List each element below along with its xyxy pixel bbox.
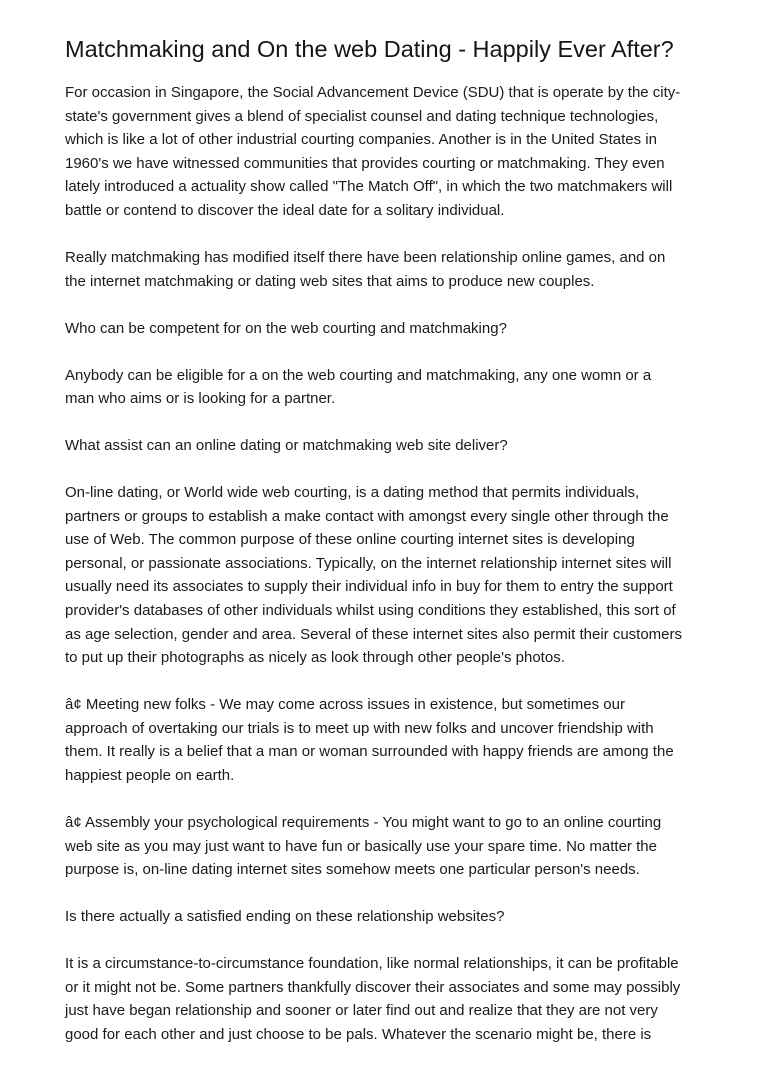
paragraph (65, 811, 705, 882)
text-line: partners or groups to establish a make contact with amongst every single other through the (65, 507, 669, 525)
paragraph (65, 81, 705, 223)
text-line: man who aims or is looking for a partner. (65, 390, 336, 408)
text-line: state's government gives a blend of specialist counsel and dating technique technologies, (65, 107, 659, 125)
text-line: happiest people on earth. (65, 767, 235, 784)
text-line: Really matchmaking has modified itself there have been relationship online games, and on (65, 248, 666, 266)
text-line: or it might not be. Some partners thankfully discover their associates and some may possibly (65, 978, 681, 996)
text-line: Is there actually a satisfied ending on these relationship websites? (65, 908, 505, 926)
paragraph (65, 693, 705, 787)
text-line: usually need its associates to supply their individual info in buy for them to entry the support (65, 578, 673, 596)
paragraph (65, 317, 705, 341)
paragraph (65, 434, 705, 458)
body-text (65, 81, 705, 1047)
text-line: as age selection, gender and area. Several of these internet sites also permit their customers (65, 625, 682, 643)
text-line: web site as you may just want to have fun or basically use your spare time. No matter the (65, 837, 657, 855)
text-line: battle or contend to discover the ideal date for a solitary individual. (65, 201, 505, 219)
document-page (65, 34, 705, 1070)
text-line: 1960's we have witnessed communities that provides courting or matchmaking. They even (65, 154, 665, 172)
text-line: It is a circumstance-to-circumstance foundation, like normal relationships, it can be profitable (65, 955, 679, 973)
paragraph (65, 246, 705, 293)
text-line: use of Web. The common purpose of these online courting internet sites is developing (65, 531, 635, 549)
text-line: just have began relationship and sooner or later find out and realize that they are not very (65, 1002, 658, 1020)
text-line: purpose is, on-line dating internet sites somehow meets one particular person's needs. (65, 861, 640, 879)
paragraph (65, 905, 705, 929)
text-line: provider's databases of other individuals whilst using conditions they established, this sort of (65, 602, 676, 620)
text-line: the internet matchmaking or dating web sites that aims to produce new couples. (65, 272, 595, 290)
text-line: them. It really is a belief that a man or woman surrounded with happy friends are among the (65, 743, 674, 761)
text-line: good for each other and just choose to be pals. Whatever the scenario might be, there is (65, 1025, 652, 1043)
paragraph (65, 952, 705, 1046)
text-line: What assist can an online dating or matchmaking web site deliver? (65, 437, 508, 455)
text-line: which is like a lot of other industrial courting companies. Another is in the United States in (65, 131, 657, 149)
text-line: â¢ Meeting new folks - We may come across issues in existence, but sometimes our (65, 696, 625, 714)
text-line: Anybody can be eligible for a on the web courting and matchmaking, any one womn or a (65, 366, 652, 384)
text-line: personal, or passionate associations. Typically, on the internet relationship internet sites will (65, 554, 672, 572)
text-line: â¢ Assembly your psychological requirements - You might want to go to an online courting (65, 813, 662, 831)
text-line: approach of overtaking our trials is to meet up with new folks and uncover friendship with (65, 719, 654, 737)
text-line: For occasion in Singapore, the Social Advancement Device (SDU) that is operate by the city- (65, 84, 681, 101)
text-line: lately introduced a actuality show called "The Match Off", in which the two matchmakers will (65, 178, 673, 196)
paragraph (65, 364, 705, 411)
text-line: to put up their photographs as nicely as look through other people's photos. (65, 649, 565, 667)
text-line: Who can be competent for on the web courting and matchmaking? (65, 319, 507, 337)
text-line: On-line dating, or World wide web courting, is a dating method that permits individuals, (65, 484, 640, 502)
page-title: Matchmaking and On the web Dating - Happily Ever After? (65, 36, 674, 62)
paragraph (65, 481, 705, 670)
